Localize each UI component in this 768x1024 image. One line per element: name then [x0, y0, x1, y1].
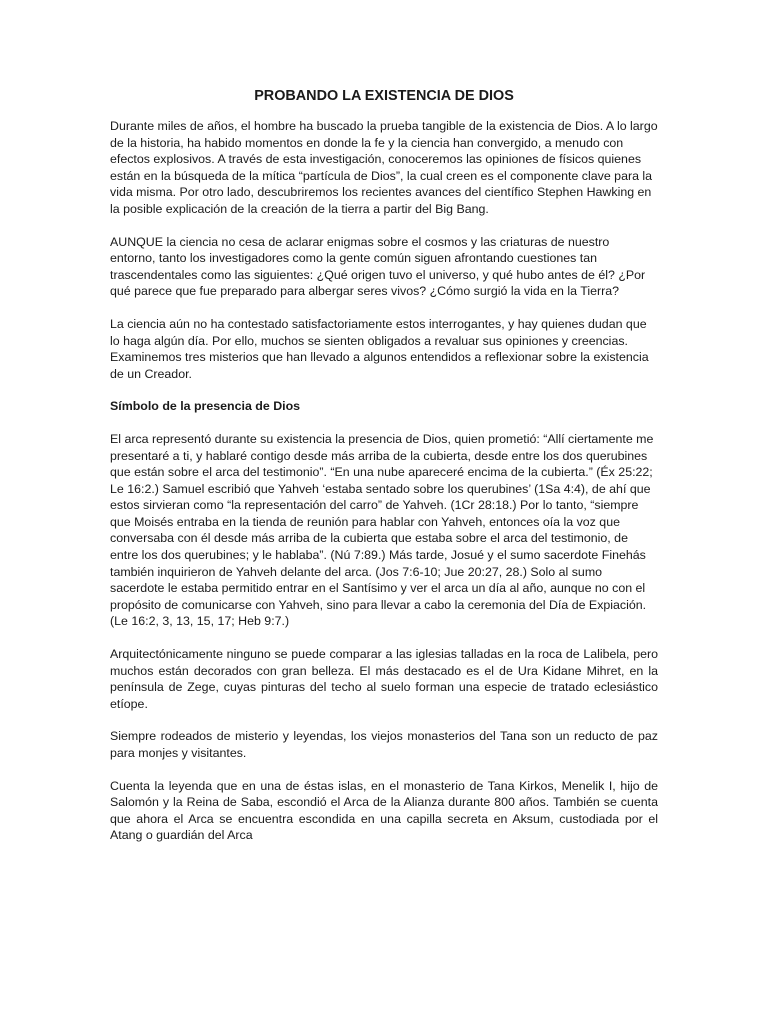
section-paragraph-1: El arca representó durante su existencia la presencia de Dios, quien prometió: “Allí ciertamente me presentaré a ti, y hablaré contigo desde más arriba de la cubierta, desde entre los dos querubines que están sobre el arca del testimonio”. “En una nube apareceré encima de la cubierta.” (Éx 25:22; Le 16:2.) Samuel escribió que Yahveh ‘estaba sentado sobre los querubines’ (1Sa 4:4), de ahí que estos sirvieran como “la representación del carro” de Yahveh. (1Cr 28:18.) Por lo tanto, “siempre que Moisés entraba en la tienda de reunión para hablar con Yahveh, entonces oía la voz que conversaba con él desde más arriba de la cubierta que estaba sobre el arca del testimonio, de entre los dos querubines; y le hablaba”. (Nú 7:89.) Más tarde, Josué y el sumo sacerdote Finehás también inquirieron de Yahveh delante del arca. (Jos 7:6-10; Jue 20:27, 28.) Solo al sumo sacerdote le estaba permitido entrar en el Santísimo y ver el arca un día al año, aunque no con el propósito de comunicarse con Yahveh, sino para llevar a cabo la ceremonia del Día de Expiación. (Le 16:2, 3, 13, 15, 17; Heb 9:7.) [110, 431, 654, 629]
section-paragraph-3: Siempre rodeados de misterio y leyendas, los viejos monasterios del Tana son un reducto de paz para monjes y visitantes. [110, 729, 658, 760]
section-paragraph-4: Cuenta la leyenda que en una de éstas islas, en el monasterio de Tana Kirkos, Menelik I, hijo de Salomón y la Reina de Saba, escondió el Arca de la Alianza durante 800 años. También se cuenta que ahora el Arca se encuentra escondida en una capilla secreta en Aksum, custodiada por el Atang o guardián del Arca [110, 778, 658, 843]
intro-paragraph-2: AUNQUE la ciencia no cesa de aclarar enigmas sobre el cosmos y las criaturas de nuestro entorno, tanto los investigadores como la gente común siguen afrontando cuestiones tan trascendentales como las siguientes: ¿Qué origen tuvo el universo, y qué hubo antes de él? ¿Por qué parece que fue preparado para albergar seres vivos? ¿Cómo surgió la vida en la Tierra? [110, 234, 646, 299]
section-heading: Símbolo de la presencia de Dios [110, 399, 301, 414]
section-paragraph-2: Arquitectónicamente ninguno se puede comparar a las iglesias talladas en la roca de Lalibela, pero muchos están decorados con gran belleza. El más destacado es el de Ura Kidane Mihret, en la península de Zege, cuyas pinturas del techo al suelo forman una especie de tratado eclesiástico etíope. [110, 647, 658, 711]
document-page [110, 86, 658, 860]
document-title: PROBANDO LA EXISTENCIA DE DIOS [254, 88, 514, 104]
intro-paragraph-1: Durante miles de años, el hombre ha buscado la prueba tangible de la existencia de Dios. A lo largo de la historia, ha habido momentos en donde la fe y la ciencia han convergido, a menudo con efectos explosivos. A través de esta investigación, conoceremos las opiniones de físicos quienes están en la búsqueda de la mítica “partícula de Dios”, la cual creen es el componente clave para la vida misma. Por otro lado, descubriremos los recientes avances del científico Stephen Hawking en la posible explicación de la creación de la tierra a partir del Big Bang. [110, 119, 658, 216]
intro-paragraph-3: La ciencia aún no ha contestado satisfactoriamente estos interrogantes, y hay quienes dudan que lo haga algún día. Por ello, muchos se sienten obligados a revaluar sus opiniones y creencias. Examinemos tres misterios que han llevado a algunos entendidos a reflexionar sobre la existencia de un Creador. [110, 316, 649, 381]
